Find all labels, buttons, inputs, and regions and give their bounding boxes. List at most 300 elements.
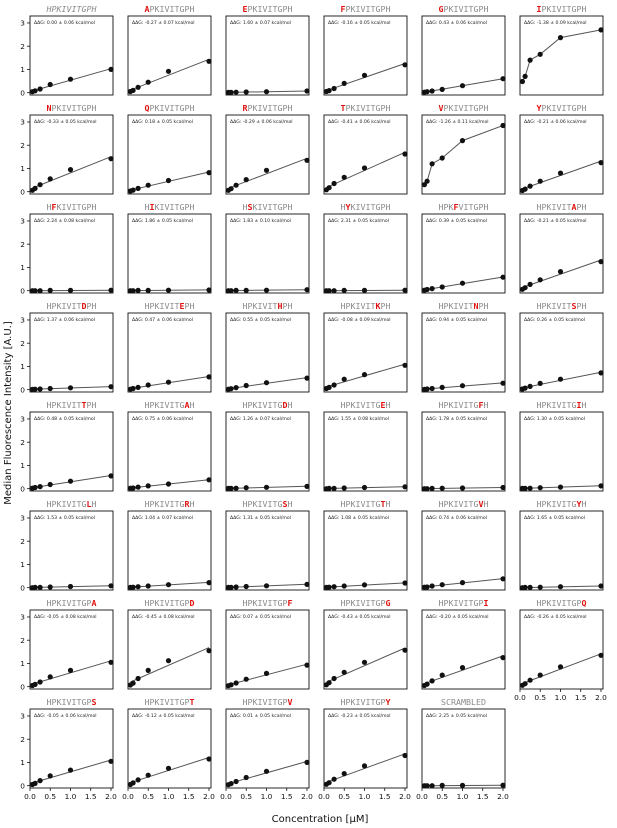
- data-point: [229, 386, 234, 391]
- sequence-text: HPKIVITG: [438, 400, 479, 410]
- ddg-annotation: ΔΔG: 0.75 ± 0.06 kcal/mol: [132, 417, 193, 422]
- ddg-annotation: ΔΔG: -0.27 ± 0.07 kcal/mol: [132, 21, 195, 26]
- mutation-letter: T: [81, 400, 87, 410]
- data-point: [234, 90, 239, 95]
- ddg-annotation: ΔΔG: 1.31 ± 0.05 kcal/mol: [230, 516, 291, 521]
- data-point: [166, 380, 171, 385]
- panel-title: [145, 4, 195, 14]
- data-point: [264, 89, 269, 94]
- sequence-text: KIVITGPH: [350, 202, 391, 212]
- y-tick-label: 3: [20, 315, 25, 325]
- sequence-text: HPKIVITG: [340, 499, 381, 509]
- ddg-annotation: ΔΔG: -0.08 ± 0.09 kcal/mol: [328, 318, 391, 323]
- mutation-letter: G: [385, 598, 391, 608]
- data-point: [520, 79, 525, 84]
- x-tick-label: 1.0: [456, 792, 469, 801]
- data-point: [146, 773, 151, 778]
- sequence-text: SCRAMBLED: [441, 697, 486, 707]
- data-point: [440, 284, 445, 289]
- y-tick-label: 1: [20, 461, 25, 471]
- ddg-annotation: ΔΔG: 0.01 ± 0.05 kcal/mol: [230, 714, 291, 719]
- panel: [128, 103, 212, 194]
- panel-frame: [226, 313, 309, 392]
- ddg-annotation: ΔΔG: 1.53 ± 0.05 kcal/mol: [34, 516, 95, 521]
- panel: [422, 499, 506, 590]
- panel: [128, 598, 212, 689]
- data-point: [425, 179, 430, 184]
- sequence-text: VITGPH: [458, 202, 489, 212]
- panels-container: [20, 4, 607, 801]
- panel-title: [47, 697, 97, 707]
- x-tick-label: 1.0: [554, 693, 567, 702]
- data-point: [327, 585, 332, 590]
- data-point: [136, 777, 141, 782]
- panel-frame: [324, 214, 407, 293]
- y-tick-label: 1: [20, 362, 25, 372]
- panel-title: [537, 400, 587, 410]
- ddg-annotation: ΔΔG: 1.30 ± 0.05 kcal/mol: [524, 417, 585, 422]
- panel: [318, 697, 411, 801]
- data-point: [327, 88, 332, 93]
- panel-title: [243, 499, 293, 509]
- data-point: [327, 780, 332, 785]
- data-point: [38, 679, 43, 684]
- data-point: [146, 483, 151, 488]
- sequence-text: HPKIVITGP: [144, 598, 190, 608]
- data-point: [136, 85, 141, 90]
- data-point: [430, 583, 435, 588]
- sequence-text: PKIVITGPH: [345, 4, 391, 14]
- sequence-text: PH: [86, 301, 97, 311]
- panel: [20, 103, 113, 196]
- data-point: [538, 585, 543, 590]
- sequence-text: HPKIVIT: [46, 301, 82, 311]
- y-tick-label: 2: [20, 536, 25, 546]
- y-tick-label: 0: [20, 781, 25, 791]
- sequence-text: H: [287, 400, 293, 410]
- data-point: [342, 81, 347, 86]
- panel: [520, 499, 604, 590]
- ddg-annotation: ΔΔG: -0.29 ± 0.06 kcal/mol: [230, 120, 293, 125]
- y-tick-label: 2: [20, 437, 25, 447]
- panel-title: [341, 697, 391, 707]
- panel-title: [47, 103, 97, 113]
- data-point: [206, 648, 211, 653]
- data-point: [108, 660, 113, 665]
- data-point: [523, 285, 528, 290]
- data-point: [362, 372, 367, 377]
- data-point: [523, 74, 528, 79]
- data-point: [425, 682, 430, 687]
- y-tick-label: 1: [20, 65, 25, 75]
- panel: [422, 202, 506, 293]
- data-point: [33, 781, 38, 786]
- data-point: [108, 384, 113, 389]
- mutation-letter: D: [282, 400, 288, 410]
- panel: [20, 202, 113, 295]
- data-point: [48, 773, 53, 778]
- y-tick-label: 0: [20, 88, 25, 98]
- panel-title: [341, 4, 391, 14]
- data-point: [538, 673, 543, 678]
- panel-title: [341, 202, 391, 212]
- sequence-text: KIVITGPH: [252, 202, 293, 212]
- x-tick-label: 1.5: [182, 792, 195, 801]
- sequence-text: PH: [282, 301, 293, 311]
- ddg-annotation: ΔΔG: 2.24 ± 0.08 kcal/mol: [34, 219, 95, 224]
- panel-frame: [422, 511, 505, 590]
- data-point: [460, 783, 465, 788]
- mutation-letter: V: [438, 103, 444, 113]
- panel-frame: [422, 610, 505, 689]
- data-point: [362, 763, 367, 768]
- data-point: [108, 473, 113, 478]
- panel-title: [537, 202, 587, 212]
- data-point: [598, 370, 603, 375]
- sequence-text: H: [483, 499, 489, 509]
- data-point: [460, 580, 465, 585]
- data-point: [500, 655, 505, 660]
- panel: [422, 301, 506, 392]
- data-point: [598, 27, 603, 32]
- y-tick-label: 0: [20, 187, 25, 197]
- y-tick-label: 0: [20, 385, 25, 395]
- sequence-text: PH: [576, 202, 587, 212]
- data-point: [244, 485, 249, 490]
- data-point: [460, 665, 465, 670]
- panel-title: [47, 202, 97, 212]
- data-point: [229, 288, 234, 293]
- y-tick-label: 2: [20, 239, 25, 249]
- data-point: [430, 386, 435, 391]
- data-point: [327, 185, 332, 190]
- data-point: [523, 486, 528, 491]
- mutation-letter: T: [340, 103, 346, 113]
- ddg-annotation: ΔΔG: 1.60 ± 0.07 kcal/mol: [230, 21, 291, 26]
- panel-title: [439, 4, 489, 14]
- x-tick-label: 0.0: [122, 792, 134, 801]
- sequence-text: H: [189, 400, 195, 410]
- panel: [520, 400, 604, 491]
- panel-frame: [30, 709, 113, 788]
- data-point: [402, 151, 407, 156]
- y-tick-label: 0: [20, 286, 25, 296]
- data-point: [264, 288, 269, 293]
- y-tick-label: 3: [20, 711, 25, 721]
- sequence-text: HPK: [438, 202, 454, 212]
- ddg-annotation: ΔΔG: 0.18 ± 0.05 kcal/mol: [132, 120, 193, 125]
- data-point: [558, 35, 563, 40]
- panel: [520, 103, 604, 194]
- panel-frame: [324, 709, 407, 788]
- data-point: [440, 87, 445, 92]
- data-point: [264, 671, 269, 676]
- data-point: [460, 281, 465, 286]
- data-point: [136, 186, 141, 191]
- data-point: [229, 585, 234, 590]
- y-tick-label: 0: [20, 583, 25, 593]
- panel: [128, 4, 212, 95]
- data-point: [229, 682, 234, 687]
- x-tick-label: 2.0: [399, 792, 411, 801]
- data-point: [206, 287, 211, 292]
- panel: [324, 400, 408, 491]
- mutation-letter: V: [478, 499, 484, 509]
- sequence-text: HPKIVITGP: [340, 697, 386, 707]
- panel: [20, 301, 113, 394]
- data-point: [500, 123, 505, 128]
- ddg-annotation: ΔΔG: -0.21 ± 0.06 kcal/mol: [524, 120, 587, 125]
- panel-frame: [422, 16, 505, 95]
- sequence-text: HPKIVITGP: [536, 598, 582, 608]
- data-point: [206, 374, 211, 379]
- data-point: [523, 187, 528, 192]
- y-tick-label: 3: [20, 414, 25, 424]
- mutation-letter: S: [247, 202, 253, 212]
- data-point: [430, 678, 435, 683]
- y-tick-label: 1: [20, 560, 25, 570]
- panel-frame: [324, 610, 407, 689]
- x-tick-label: 2.0: [105, 792, 117, 801]
- panel-title: [439, 598, 489, 608]
- panel-frame: [324, 115, 407, 194]
- panel-frame: [324, 511, 407, 590]
- x-tick-label: 0.5: [534, 693, 547, 702]
- panel-frame: [422, 412, 505, 491]
- y-tick-label: 3: [20, 612, 25, 622]
- sequence-text: HPKIVITGP: [46, 598, 92, 608]
- sequence-text: HPKIVITGP: [438, 598, 484, 608]
- sequence-text: PH: [576, 301, 587, 311]
- panel: [422, 400, 506, 491]
- panel-title: [341, 103, 391, 113]
- data-point: [38, 86, 43, 91]
- mutation-letter: A: [144, 4, 150, 14]
- data-point: [68, 584, 73, 589]
- panel-title: [341, 598, 391, 608]
- data-point: [528, 585, 533, 590]
- data-point: [304, 484, 309, 489]
- data-point: [206, 580, 211, 585]
- sequence-text: HPKIVITG: [144, 400, 185, 410]
- data-point: [136, 288, 141, 293]
- x-tick-label: 2.0: [497, 792, 509, 801]
- data-point: [131, 386, 136, 391]
- panel-frame: [520, 610, 603, 689]
- data-point: [528, 384, 533, 389]
- sequence-text: H: [483, 400, 489, 410]
- ddg-annotation: ΔΔG: -0.21 ± 0.05 kcal/mol: [524, 219, 587, 224]
- x-tick-label: 1.5: [84, 792, 97, 801]
- data-point: [523, 386, 528, 391]
- data-point: [38, 778, 43, 783]
- panel: [20, 598, 113, 691]
- data-point: [362, 288, 367, 293]
- panel-frame: [226, 115, 309, 194]
- data-point: [131, 485, 136, 490]
- sequence-text: PH: [380, 301, 391, 311]
- y-tick-label: 2: [20, 338, 25, 348]
- panel-frame: [226, 511, 309, 590]
- mutation-letter: F: [453, 202, 459, 212]
- panel: [324, 4, 408, 95]
- ddg-annotation: ΔΔG: 0.74 ± 0.06 kcal/mol: [426, 516, 487, 521]
- panel-title: [47, 301, 97, 311]
- sequence-text: HPKIVITG: [438, 499, 479, 509]
- data-point: [146, 80, 151, 85]
- sequence-text: H: [287, 499, 293, 509]
- mutation-letter: F: [340, 4, 346, 14]
- data-point: [402, 288, 407, 293]
- mutation-letter: S: [91, 697, 97, 707]
- data-point: [460, 485, 465, 490]
- data-point: [234, 584, 239, 589]
- mutation-letter: Q: [581, 598, 587, 608]
- data-point: [108, 288, 113, 293]
- y-tick-label: 0: [20, 682, 25, 692]
- ddg-annotation: ΔΔG: 2.31 ± 0.05 kcal/mol: [328, 219, 389, 224]
- data-point: [33, 485, 38, 490]
- sequence-text: PKIVITGPH: [541, 103, 587, 113]
- sequence-text: KIVITGPH: [154, 202, 195, 212]
- panel-frame: [128, 511, 211, 590]
- data-point: [136, 485, 141, 490]
- data-point: [598, 653, 603, 658]
- panel-title: [243, 301, 293, 311]
- panel-frame: [422, 313, 505, 392]
- data-point: [528, 486, 533, 491]
- x-tick-label: 1.5: [378, 792, 391, 801]
- data-point: [33, 88, 38, 93]
- data-point: [131, 88, 136, 93]
- data-point: [166, 766, 171, 771]
- data-point: [206, 477, 211, 482]
- data-point: [440, 582, 445, 587]
- data-point: [68, 768, 73, 773]
- data-point: [402, 648, 407, 653]
- data-point: [430, 486, 435, 491]
- sequence-text: HPKIVITGPH: [46, 4, 97, 14]
- data-point: [48, 176, 53, 181]
- data-point: [538, 485, 543, 490]
- data-point: [342, 670, 347, 675]
- mutation-letter: Q: [144, 103, 150, 113]
- data-point: [33, 186, 38, 191]
- data-point: [68, 479, 73, 484]
- panel-frame: [520, 511, 603, 590]
- data-point: [234, 385, 239, 390]
- data-point: [538, 179, 543, 184]
- data-point: [68, 77, 73, 82]
- data-point: [166, 178, 171, 183]
- y-tick-label: 0: [20, 484, 25, 494]
- data-point: [264, 769, 269, 774]
- data-point: [558, 269, 563, 274]
- mutation-letter: F: [287, 598, 293, 608]
- data-point: [146, 668, 151, 673]
- sequence-text: PH: [478, 301, 489, 311]
- mutation-letter: A: [91, 598, 97, 608]
- ddg-annotation: ΔΔG: -1.38 ± 0.09 kcal/mol: [524, 21, 587, 26]
- data-point: [244, 775, 249, 780]
- ddg-annotation: ΔΔG: -0.33 ± 0.05 kcal/mol: [34, 120, 97, 125]
- data-point: [48, 584, 53, 589]
- y-tick-label: 3: [20, 18, 25, 28]
- y-tick-label: 2: [20, 41, 25, 51]
- ddg-annotation: ΔΔG: 2.25 ± 0.05 kcal/mol: [426, 714, 487, 719]
- data-point: [33, 288, 38, 293]
- panel: [226, 499, 310, 590]
- data-point: [38, 182, 43, 187]
- data-point: [304, 88, 309, 93]
- panel-frame: [226, 214, 309, 293]
- mutation-letter: T: [380, 499, 386, 509]
- data-point: [146, 183, 151, 188]
- data-point: [327, 288, 332, 293]
- sequence-text: HPKIVIT: [144, 301, 180, 311]
- mutation-letter: R: [184, 499, 190, 509]
- sequence-text: HPKIVIT: [536, 202, 572, 212]
- data-point: [528, 678, 533, 683]
- sequence-text: PKIVITGPH: [149, 103, 195, 113]
- x-tick-label: 2.0: [301, 792, 313, 801]
- data-point: [136, 385, 141, 390]
- data-point: [108, 67, 113, 72]
- panel: [128, 499, 212, 590]
- data-point: [234, 486, 239, 491]
- data-point: [558, 485, 563, 490]
- ddg-annotation: ΔΔG: 1.55 ± 0.08 kcal/mol: [328, 417, 389, 422]
- panel-title: [341, 301, 391, 311]
- x-tick-label: 1.5: [476, 792, 489, 801]
- panel-frame: [324, 412, 407, 491]
- panel: [422, 103, 506, 194]
- x-tick-label: 0.0: [416, 792, 428, 801]
- panel: [520, 301, 604, 392]
- sequence-text: KIVITGPH: [56, 202, 97, 212]
- sequence-text: HPKIVITG: [242, 499, 283, 509]
- ddg-annotation: ΔΔG: 1.78 ± 0.05 kcal/mol: [426, 417, 487, 422]
- panel-frame: [30, 16, 113, 95]
- sequence-text: PKIVITGPH: [247, 103, 293, 113]
- ddg-annotation: ΔΔG: 1.04 ± 0.07 kcal/mol: [132, 516, 193, 521]
- data-point: [244, 383, 249, 388]
- data-point: [460, 83, 465, 88]
- mutation-letter: K: [375, 301, 381, 311]
- mutation-letter: T: [189, 697, 195, 707]
- data-point: [304, 376, 309, 381]
- sequence-text: PKIVITGPH: [443, 103, 489, 113]
- data-point: [327, 680, 332, 685]
- panel: [520, 4, 604, 95]
- data-point: [425, 486, 430, 491]
- panel: [514, 598, 607, 702]
- panel: [20, 697, 117, 801]
- panel-title: [47, 598, 97, 608]
- sequence-text: H: [581, 400, 587, 410]
- data-point: [425, 584, 430, 589]
- panel-title: [441, 697, 486, 707]
- panel: [226, 301, 310, 392]
- panel-title: [537, 301, 587, 311]
- y-tick-label: 2: [20, 140, 25, 150]
- mutation-letter: F: [51, 202, 57, 212]
- panel-frame: [324, 16, 407, 95]
- data-point: [430, 286, 435, 291]
- panel-title: [537, 598, 587, 608]
- data-point: [402, 484, 407, 489]
- data-point: [332, 777, 337, 782]
